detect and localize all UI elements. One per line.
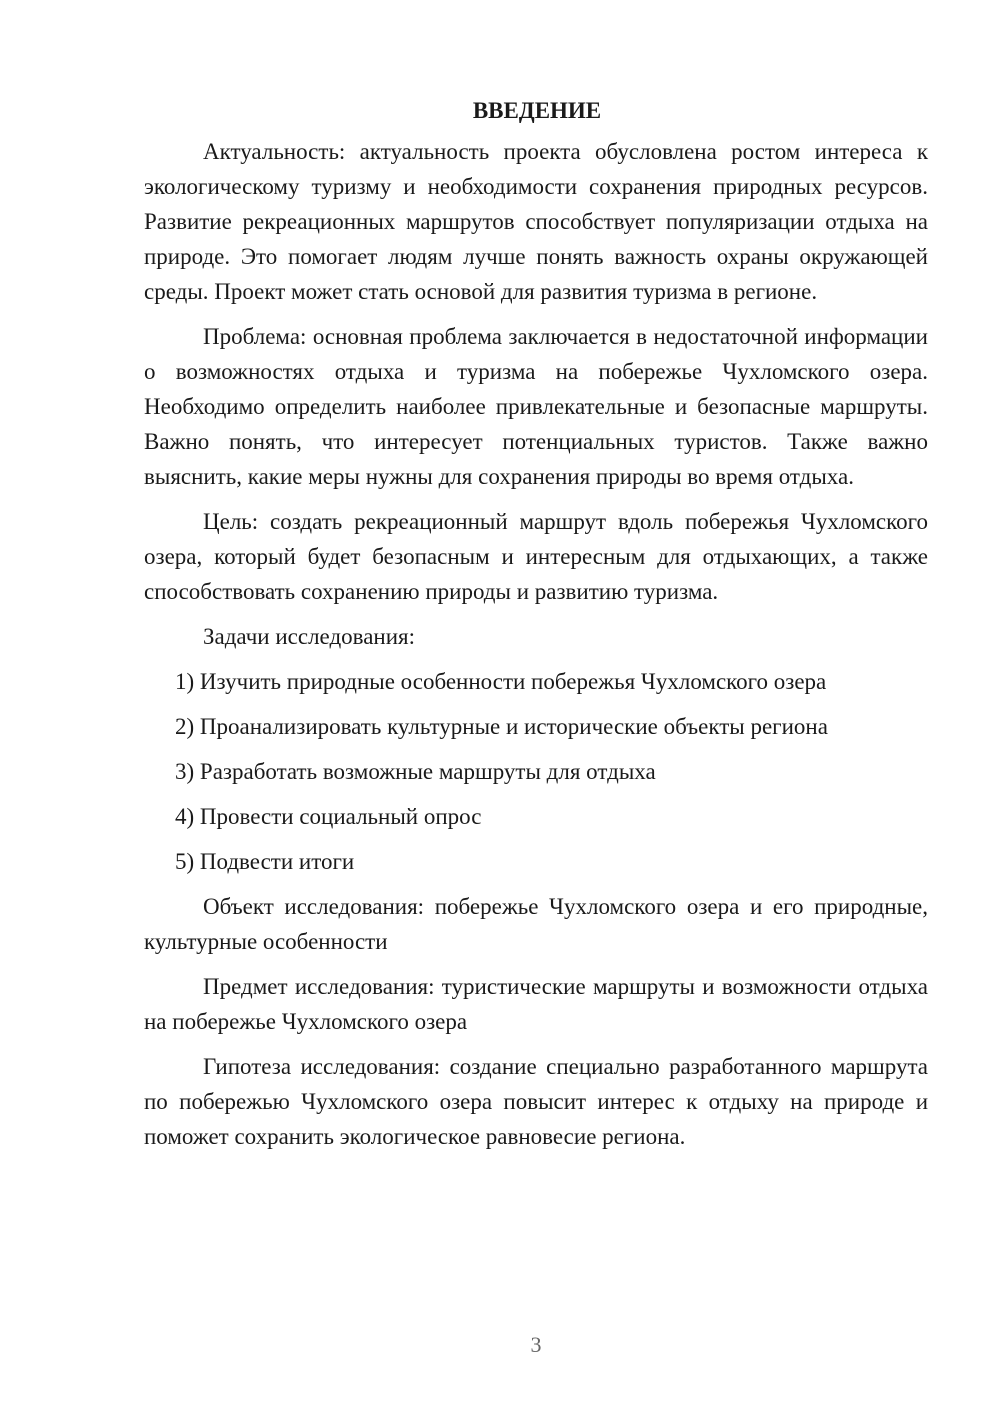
- paragraph-hypothesis: Гипотеза исследования: создание специально разработанного маршрута по побережью Чухломского озера повысит интерес к отдыху на природе и поможет сохранить экологическое равновесие региона.: [144, 1054, 928, 1149]
- tasks-heading: Задачи исследования:: [203, 624, 416, 649]
- list-item: 4) Провести социальный опрос: [175, 804, 482, 829]
- paragraph-relevance: Актуальность: актуальность проекта обусловлена ростом интереса к экологическому туризму и необходимости сохранения природных ресурсов. Развитие рекреационных маршрутов способствует популяризации отдыха на природе. Это помогает людям лучше понять важность охраны окружающей среды. Проект может стать основой для развития туризма в регионе.: [144, 139, 928, 304]
- list-item: 5) Подвести итоги: [175, 849, 355, 874]
- section-title: ВВЕДЕНИЕ: [472, 98, 602, 123]
- list-item: 2) Проанализировать культурные и исторические объекты региона: [175, 714, 828, 739]
- paragraph-goal: Цель: создать рекреационный маршрут вдоль побережья Чухломского озера, который будет безопасным и интересным для отдыхающих, а также способствовать сохранению природы и развитию туризма.: [144, 509, 928, 604]
- paragraph-subject: Предмет исследования: туристические маршруты и возможности отдыха на побережье Чухломского озера: [144, 974, 928, 1034]
- tasks-list: [144, 664, 928, 879]
- list-item: 3) Разработать возможные маршруты для отдыха: [175, 759, 656, 784]
- list-item: 1) Изучить природные особенности побережья Чухломского озера: [175, 669, 827, 694]
- paragraph-problem: Проблема: основная проблема заключается в недостаточной информации о возможностях отдыха и туризма на побережье Чухломского озера. Необходимо определить наиболее привлекательные и безопасные маршруты. Важно понять, что интересует потенциальных туристов. Также важно выяснить, какие меры нужны для сохранения природы во время отдыха.: [144, 324, 928, 489]
- page-content: [144, 93, 928, 1164]
- paragraph-object: Объект исследования: побережье Чухломского озера и его природные, культурные особенности: [144, 894, 928, 954]
- page-number: 3: [530, 1332, 542, 1357]
